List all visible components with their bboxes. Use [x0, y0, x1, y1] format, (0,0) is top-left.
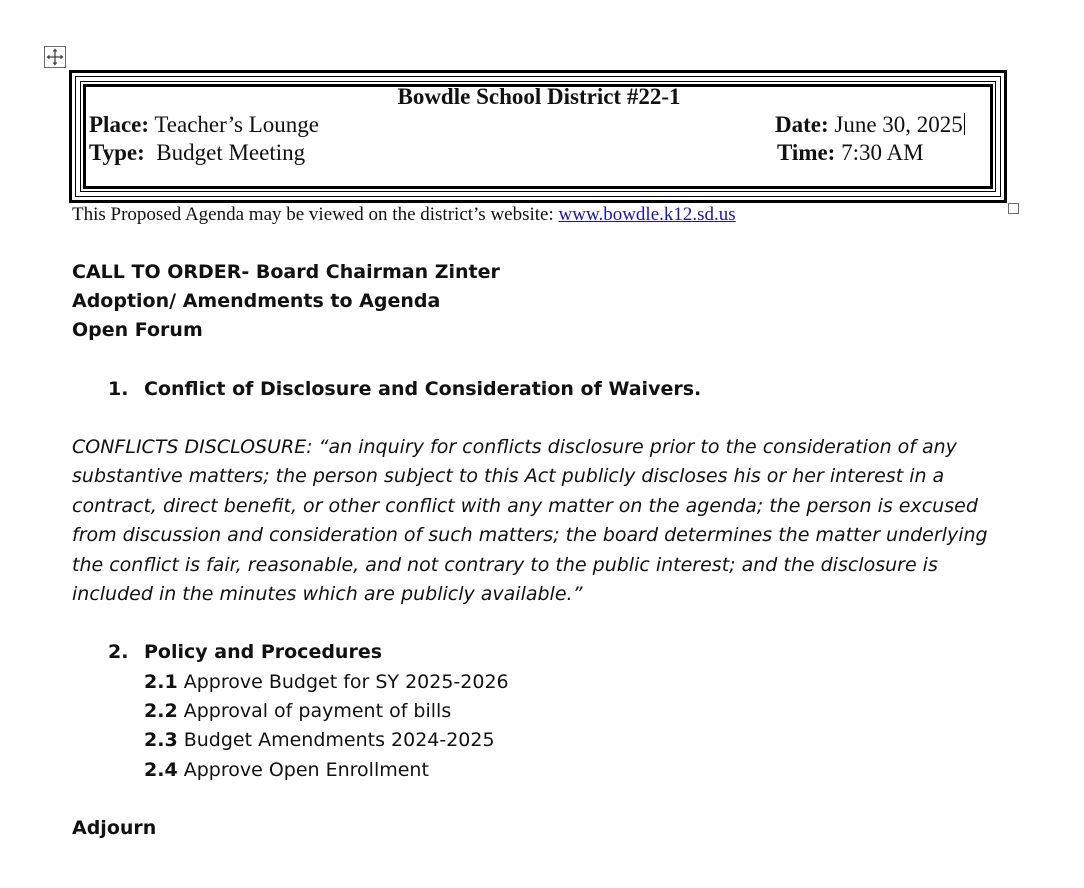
- time-value: 7:30 AM: [841, 140, 924, 165]
- website-note-text: This Proposed Agenda may be viewed on the district’s website:: [72, 204, 559, 225]
- place-value: Teacher’s Lounge: [154, 112, 319, 137]
- move-arrows-icon: [45, 47, 65, 67]
- open-forum: Open Forum: [72, 319, 203, 341]
- sub-item-text: Approval of payment of bills: [177, 700, 452, 722]
- sub-item-text: Approve Budget for SY 2025-2026: [177, 671, 509, 693]
- place-label: Place:: [89, 112, 150, 137]
- table-move-handle[interactable]: [44, 46, 66, 68]
- agenda-item-2-title: Policy and Procedures: [144, 641, 383, 663]
- time-line: [777, 139, 924, 167]
- table-resize-handle[interactable]: [1008, 203, 1019, 214]
- sub-item-2-2: [144, 696, 451, 726]
- sub-item-2-3: [144, 725, 495, 755]
- time-label: Time:: [777, 140, 836, 165]
- agenda-item-2: [108, 637, 382, 667]
- type-value: Budget Meeting: [156, 140, 306, 165]
- date-line: [775, 111, 965, 139]
- type-line: [89, 139, 305, 167]
- date-label: Date:: [775, 112, 829, 137]
- adoption-amendments: Adoption/ Amendments to Agenda: [72, 290, 441, 312]
- sub-item-number: 2.3: [144, 729, 178, 751]
- sub-item-number: 2.1: [144, 671, 178, 693]
- sub-item-number: 2.2: [144, 700, 178, 722]
- website-link[interactable]: www.bowdle.k12.sd.us: [558, 204, 736, 225]
- date-value: June 30, 2025: [834, 112, 963, 137]
- agenda-item-1: [108, 374, 701, 404]
- sub-item-text: Approve Open Enrollment: [177, 759, 429, 781]
- agenda-item-1-title: Conflict of Disclosure and Consideration of Waivers.: [144, 378, 702, 400]
- conflicts-disclosure-text: CONFLICTS DISCLOSURE: “an inquiry for conflicts disclosure prior to the consideration of any substantive matters; the person subject to this Act publicly discloses his or her interest in a contract, direct benefit, or other conflict with any matter on the agenda; the person is excused from discussion and consideration of such matters; the board determines the matter underlying the conflict is fair, reasonable, and not contrary to the public interest; and the disclosure is included in the minutes which are publicly available.”: [72, 436, 988, 606]
- sub-item-2-4: [144, 755, 429, 785]
- sub-item-2-1: [144, 667, 509, 697]
- agenda-item-2-number: 2.: [108, 641, 129, 663]
- agenda-item-1-number: 1.: [108, 378, 129, 400]
- sub-item-number: 2.4: [144, 759, 178, 781]
- call-to-order: CALL TO ORDER- Board Chairman Zinter: [72, 261, 500, 283]
- district-title: Bowdle School District #22-1: [397, 84, 681, 109]
- website-note: [72, 203, 736, 227]
- sub-item-text: Budget Amendments 2024-2025: [177, 729, 495, 751]
- type-label: Type:: [89, 140, 145, 165]
- adjourn: Adjourn: [72, 817, 157, 839]
- place-line: [89, 111, 319, 139]
- text-cursor: [964, 113, 965, 135]
